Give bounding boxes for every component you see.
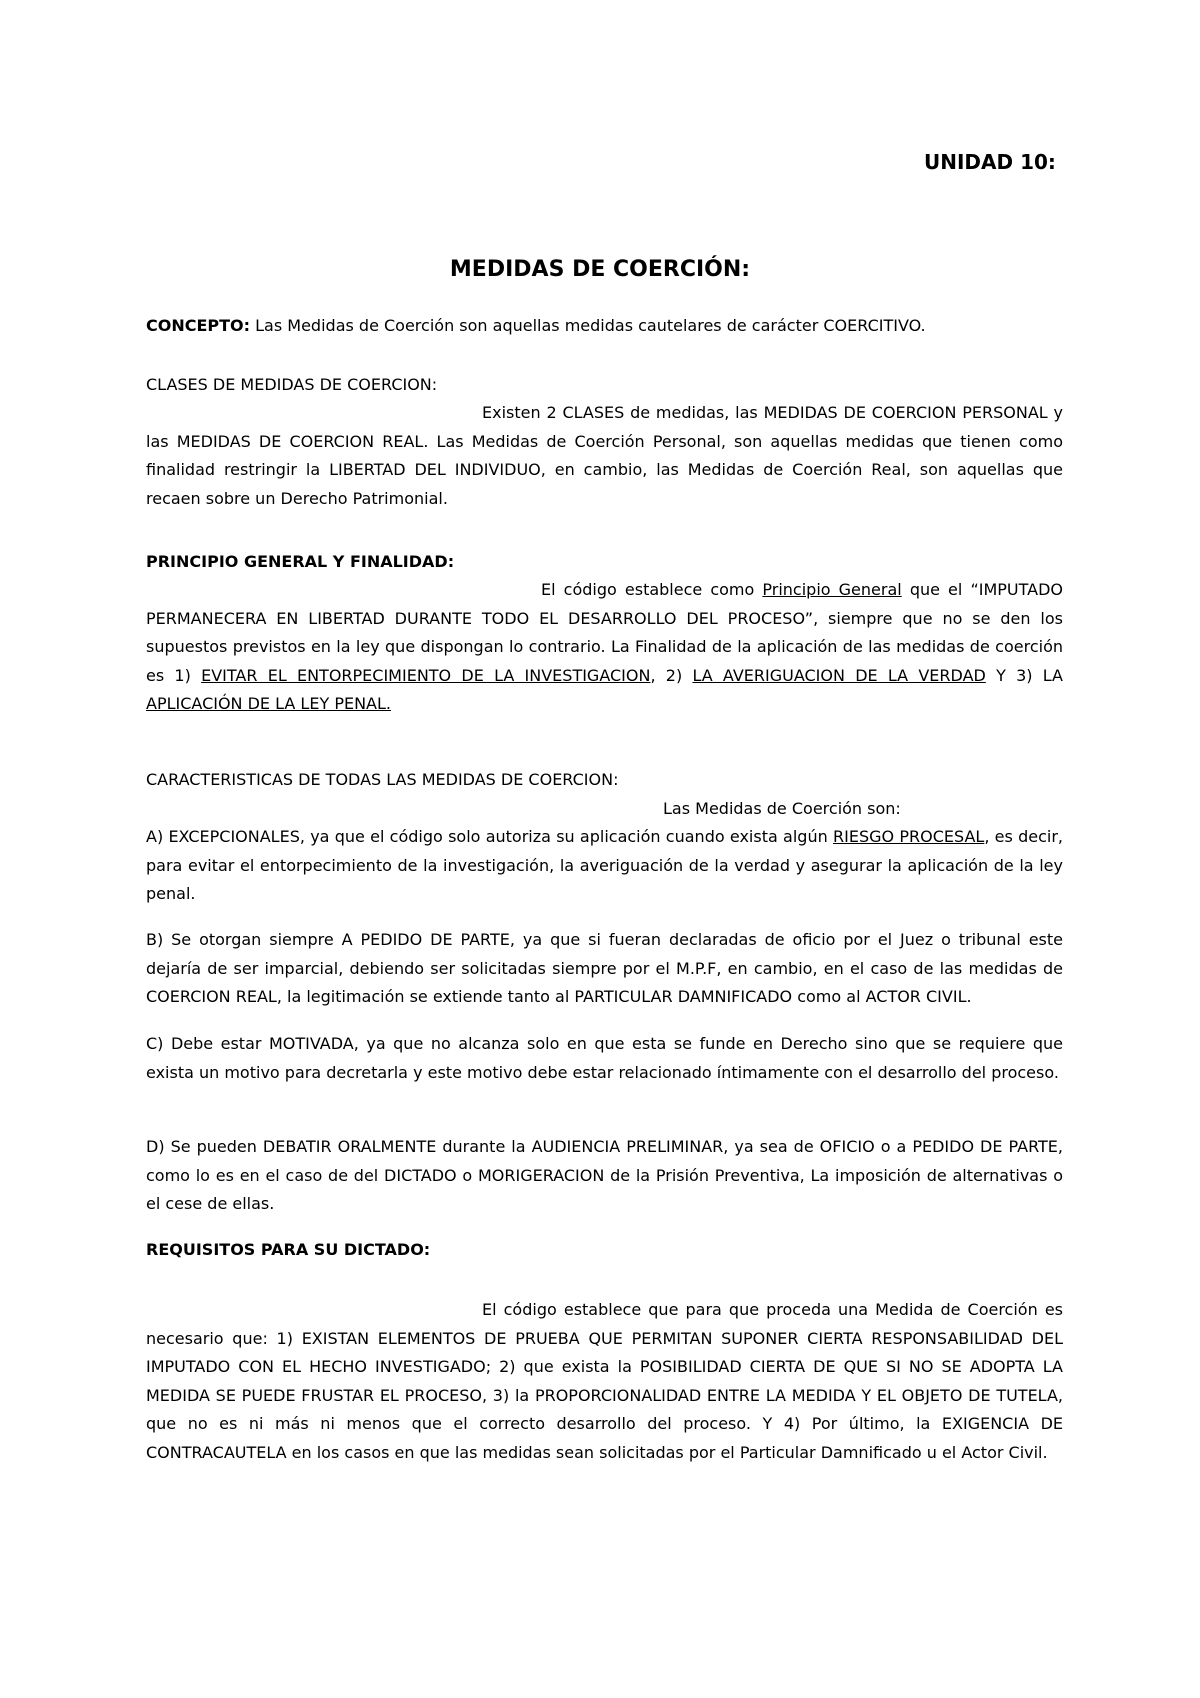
clases-paragraph <box>146 399 1063 513</box>
clases-heading: CLASES DE MEDIDAS DE COERCION: <box>146 375 438 394</box>
concepto-label: CONCEPTO: <box>146 316 251 335</box>
concepto-text: Las Medidas de Coerción son aquellas medidas cautelares de carácter COERCITIVO. <box>255 316 926 335</box>
clases-text: Existen 2 CLASES de medidas, las MEDIDAS DE COERCION PERSONAL y las MEDIDAS DE COERCION REAL. Las Medidas de Coerción Personal, son aquellas medidas que tienen como finalidad restringir la LIBERTAD DEL INDIVIDUO, en cambio, las Medidas de Coerción Real, son aquellas que recaen sobre un Derecho Patrimonial. <box>146 403 1063 508</box>
caracteristicas-heading: CARACTERISTICAS DE TODAS LAS MEDIDAS DE COERCION: <box>146 770 619 789</box>
principio-heading: PRINCIPIO GENERAL Y FINALIDAD: <box>146 552 455 571</box>
requisitos-paragraph <box>146 1296 1063 1468</box>
document-title: MEDIDAS DE COERCIÓN: <box>449 257 751 282</box>
principio-paragraph: El código establece como Principio General que el “IMPUTADO PERMANECERA EN LIBERTAD DURANTE TODO EL DESARROLLO DEL PROCESO”, siempre que no se den los supuestos previstos en la ley que dispongan lo contrario. La Finalidad de la aplicación de las medidas de coerción es 1) EVITAR EL ENTORPECIMIENTO DE LA INVESTIGACION, 2) LA AVERIGUACION DE LA VERDAD Y 3) LA APLICACIÓN DE LA LEY PENAL. <box>146 580 1064 714</box>
unit-heading: UNIDAD 10: <box>924 150 1056 174</box>
caracteristica-a: A) EXCEPCIONALES, ya que el código solo autoriza su aplicación cuando exista algún RIESGO PROCESAL, es decir, para evitar el entorpecimiento de la investigación, la averiguación de la verdad y asegurar la aplicación de la ley penal. <box>146 827 1064 904</box>
evitar-entorpecimiento-underlined: EVITAR EL ENTORPECIMIENTO DE LA INVESTIGACION <box>201 665 651 685</box>
caracteristicas-intro: Las Medidas de Coerción son: <box>663 799 901 818</box>
caracteristica-d: D) Se pueden DEBATIR ORALMENTE durante la AUDIENCIA PRELIMINAR, ya sea de OFICIO o a PEDIDO DE PARTE, como lo es en el caso de del DICTADO o MORIGERACION de la Prisión Preventiva, La imposición de alternativas o el cese de ellas. <box>146 1137 1063 1214</box>
aplicacion-ley-penal-underlined: APLICACIÓN DE LA LEY PENAL. <box>146 694 391 714</box>
caracteristica-b: B) Se otorgan siempre A PEDIDO DE PARTE, ya que si fueran declaradas de oficio por el Juez o tribunal este dejaría de ser imparcial, debiendo ser solicitadas siempre por el M.P.F, en cambio, en el caso de las medidas de COERCION REAL, la legitimación se extiende tanto al PARTICULAR DAMNIFICADO como al ACTOR CIVIL. <box>146 930 1063 1007</box>
caracteristica-c: C) Debe estar MOTIVADA, ya que no alcanza solo en que esta se funde en Derecho sino que se requiere que exista un motivo para decretarla y este motivo debe estar relacionado íntimamente con el desarrollo del proceso. <box>146 1034 1063 1082</box>
requisitos-heading: REQUISITOS PARA SU DICTADO: <box>146 1240 431 1259</box>
riesgo-procesal-underlined: RIESGO PROCESAL <box>833 827 985 846</box>
requisitos-text: El código establece que para que proceda una Medida de Coerción es necesario que: 1) EXISTAN ELEMENTOS DE PRUEBA QUE PERMITAN SUPONER CIERTA RESPONSABILIDAD DEL IMPUTADO CON EL HECHO INVESTIGADO; 2) que exista la POSIBILIDAD CIERTA DE QUE SI NO SE ADOPTA LA MEDIDA SE PUEDE FRUSTAR EL PROCESO, 3) la PROPORCIONALIDAD ENTRE LA MEDIDA Y EL OBJETO DE TUTELA, que no es ni más ni menos que el correcto desarrollo del proceso. Y 4) Por último, la EXIGENCIA DE CONTRACAUTELA en los casos en que las medidas sean solicitadas por el Particular Damnificado u el Actor Civil. <box>146 1300 1063 1462</box>
principio-general-underlined: Principio General <box>762 580 902 599</box>
averiguacion-verdad-underlined: LA AVERIGUACION DE LA VERDAD <box>692 665 986 685</box>
concepto-paragraph <box>146 312 1063 341</box>
